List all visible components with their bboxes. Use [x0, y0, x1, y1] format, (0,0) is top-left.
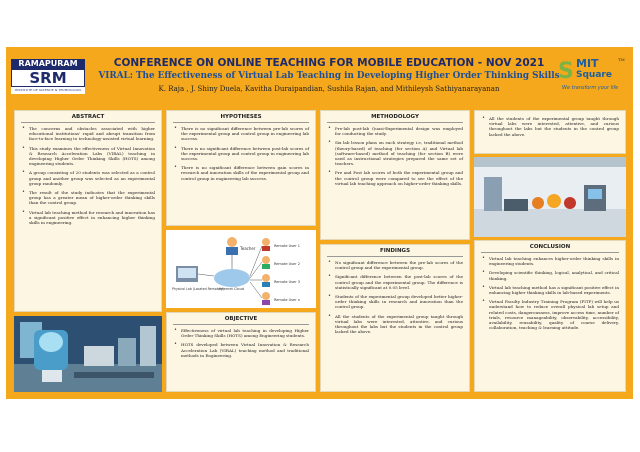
- hypotheses-title: HYPOTHESES: [220, 114, 262, 120]
- abstract-list: [15, 123, 161, 225]
- remote-lab-diagram: [166, 230, 316, 308]
- teacher-label: Teacher: [240, 246, 256, 251]
- remote-users: [262, 238, 300, 305]
- virtual-lab-scene-left: [14, 316, 162, 392]
- remote-user-label: Remote User n: [274, 298, 300, 302]
- methodology-item: • Pre and Post lab scores of both the experimental group and the control group were compared to see the effect of the virtual lab teaching approach on higher-order thinking skills.: [327, 170, 463, 186]
- hypothesis-item: • There is no significant difference between post-lab scores of the experimental group and control group in engineering lab success.: [173, 146, 309, 162]
- title-block: [94, 57, 564, 97]
- mit-square-logo: [556, 57, 631, 97]
- abstract-item: • A group consisting of 20 students was selected as a control group and another group was selected as an experimental group randomly.: [21, 170, 155, 186]
- conclusion-item: • Virtual lab teaching enhances higher-order thinking skills in engineering students.: [481, 256, 619, 266]
- abstract-item: • The result of the study indicates that the experimental group has a greater mean of higher-order thinking skills than the control group.: [21, 190, 155, 206]
- objective-list: [167, 325, 315, 358]
- conclusion-panel: [474, 240, 626, 392]
- hypothesis-item: • There is no significant difference between pre-lab scores of the experimental group and control group in engineering lab success.: [173, 126, 309, 142]
- remote-user-label: Remote User 1: [274, 244, 300, 248]
- methodology-item: • Pre-lab post-lab Quasi-Experimental design was employed for conducting the study.: [327, 126, 463, 136]
- conference-title: CONFERENCE ON ONLINE TEACHING FOR MOBILE EDUCATION - NOV 2021: [113, 57, 545, 69]
- conclusion-title: CONCLUSION: [529, 244, 571, 250]
- abstract-panel: [14, 110, 162, 312]
- remote-lab-diagram-svg: [166, 230, 316, 308]
- virtual-lab-image-right: [474, 157, 626, 237]
- cloud-label: Internet Cloud: [219, 287, 245, 291]
- conclusion-item: • Virtual lab teaching method has a significant positive effect in enhancing higher thinking skills in lab-based experiments.: [481, 285, 619, 295]
- mit-square-square: Square: [576, 70, 612, 80]
- hypotheses-panel: [166, 110, 316, 226]
- methodology-item: • Six lab lesson plans on each strategy i.e, traditional method (theory-based) of teaching (for section A) and Virtual lab (software-based) method of teaching (for section B) were used as instructional strategies prepared the same set of teachers.: [327, 140, 463, 166]
- mit-square-tm: TM: [618, 57, 625, 62]
- findings-list: [321, 257, 469, 334]
- conclusion-item: • Virtual Faculty Industry Training Program (FITP) will help us understand how to reduce overall physical lab setup and related costs, dangerousness, improve access time, number of trials, resource manageability, observability, accessibility, availability, reusability, quality of course delivery, collaboration, teaching & learning attitude.: [481, 299, 619, 330]
- lab-label: Physical Lab (Located Remotely): [172, 287, 224, 291]
- objective-item: • Effectiveness of virtual lab teaching in developing Higher Order Thinking Skills (HOTS) among Engineering students.: [173, 328, 309, 338]
- abstract-item: • This study examines the effectiveness of Virtual Innovation & Research Acceleration Labs (VIRAL) teaching in developing Higher Order Thinking Skills (HOTS) among engineering students.: [21, 146, 155, 167]
- right-top-list: [475, 111, 625, 137]
- poster-header: [9, 57, 631, 97]
- paper-title: VIRAL: The Effectiveness of Virtual Lab Teaching in Developing Higher Order Thinking Skills: [98, 71, 560, 81]
- finding-item: • No significant difference between the pre-lab scores of the control group and the experimental group.: [327, 260, 463, 270]
- right-top-panel: [474, 110, 626, 154]
- remote-user-label: Remote User 2: [274, 262, 300, 266]
- objective-panel: [166, 312, 316, 392]
- objective-item: • HOTS developed between Virtual Innovation & Research Acceleration Lab (VIRAL) teaching method and traditional methods in Engineering.: [173, 342, 309, 358]
- finding-item: • Significant difference between the post-lab scores of the control group and the experimental group. The difference is statistically significant at 0.05 level.: [327, 274, 463, 290]
- authors-line: K. Raja , J. Shiny Duela, Kavitha Duraipandian, Sushila Rajan, and Mithileysh Sathiyanarayanan: [158, 85, 500, 93]
- hypothesis-item: • There is no significant difference between gain scores in research and innovation skills of the experimental group and control group in engineering lab success.: [173, 165, 309, 181]
- srm-logo-main: SRM: [11, 69, 85, 87]
- hypotheses-list: [167, 123, 315, 181]
- srm-logo-top: RAMAPURAM: [11, 59, 85, 69]
- mit-square-mark: S: [558, 59, 574, 84]
- remote-user-label: Remote User 3: [274, 280, 300, 284]
- right-top-item: • All the students of the experimental group taught through virtual labs were interested, attentive, and curious throughout the labs but the students in the control group lacked the above.: [481, 116, 619, 137]
- srm-logo-sub: INSTITUTE OF SCIENCE & TECHNOLOGY: [11, 87, 85, 94]
- methodology-list: [321, 123, 469, 186]
- findings-panel: [320, 244, 470, 392]
- mit-square-tagline: We transform your life: [562, 85, 619, 91]
- virtual-lab-image-left: [14, 316, 162, 392]
- virtual-lab-scene-right: [474, 157, 626, 237]
- finding-item: • Students of the experimental group developed better higher-order thinking skills in research and innovation than the control group.: [327, 294, 463, 310]
- methodology-panel: [320, 110, 470, 240]
- abstract-item: • Virtual lab teaching method for research and innovation has a significant positive effect in enhancing higher thinking skills in engineering.: [21, 210, 155, 226]
- srm-logo: [9, 57, 89, 97]
- findings-title: FINDINGS: [379, 248, 411, 254]
- abstract-item: • The concerns and obstacles associated with higher educational institutions' rapid and abrupt transition from face-to-face learning to technology-assisted virtual learning.: [21, 126, 155, 142]
- mit-square-mit: MIT: [576, 57, 599, 70]
- abstract-title: ABSTRACT: [71, 114, 105, 120]
- finding-item: • All the students of the experimental group taught through virtual labs were interested, attentive, and curious throughout the labs but the students in the control group lacked the above.: [327, 314, 463, 335]
- conclusion-item: • Developing scientific thinking, logical, analytical, and critical thinking.: [481, 270, 619, 280]
- objective-title: OBJECTIVE: [224, 316, 258, 322]
- conclusion-list: [475, 253, 625, 330]
- methodology-title: METHODOLOGY: [371, 114, 419, 120]
